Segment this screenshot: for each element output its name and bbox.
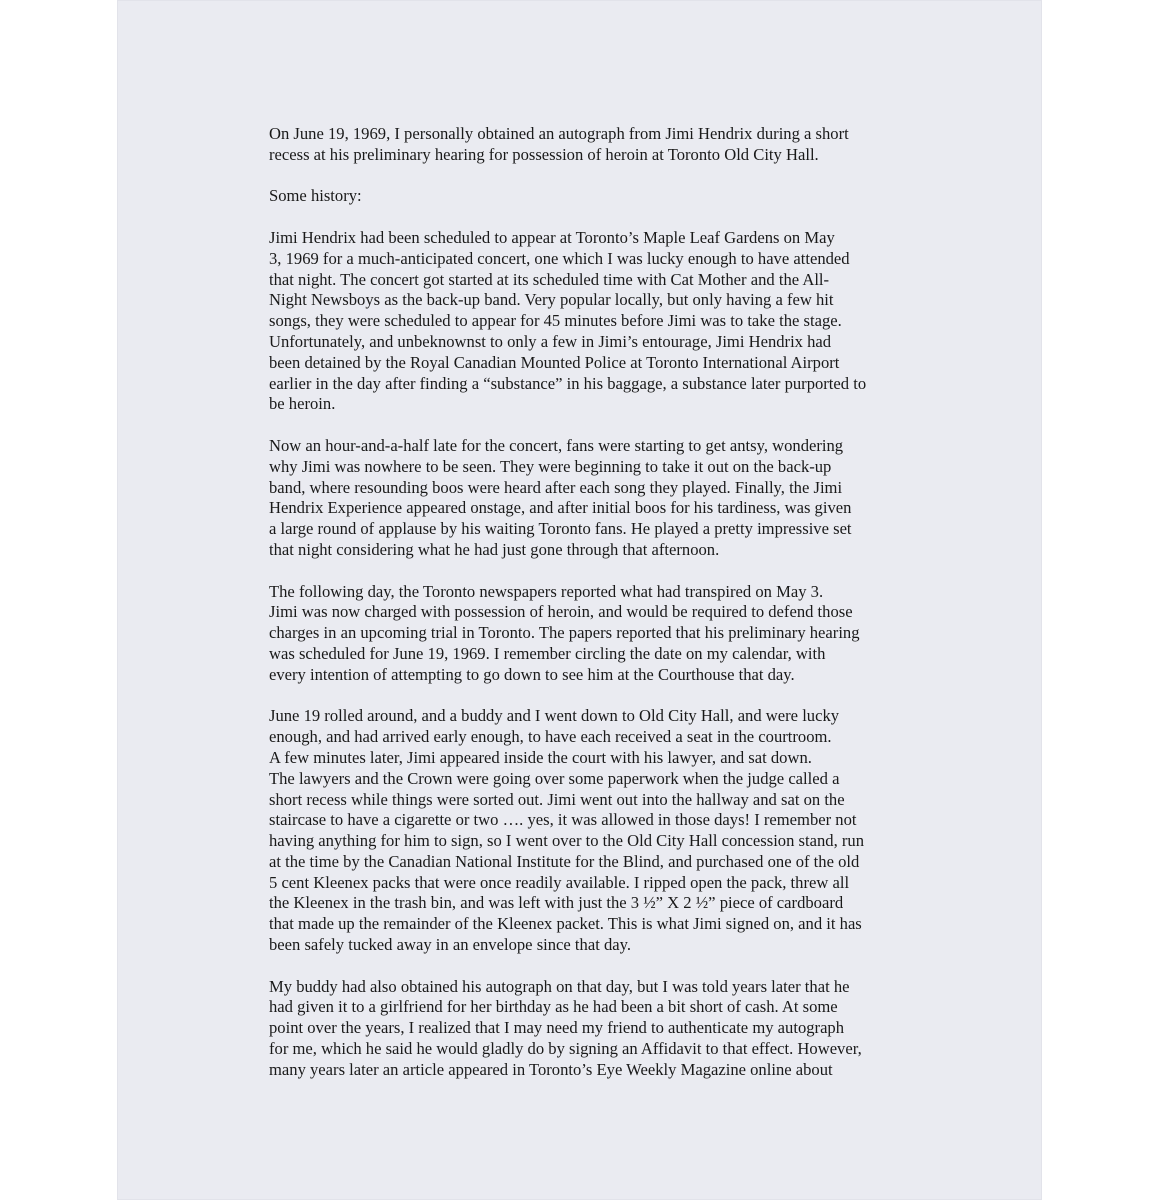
text-line: charges in an upcoming trial in Toronto. The papers reported that his preliminary hearing xyxy=(269,623,860,643)
text-line: Jimi was now charged with possession of heroin, and would be required to defend those xyxy=(269,602,853,622)
text-line: was scheduled for June 19, 1969. I remember circling the date on my calendar, with xyxy=(269,643,826,663)
text-line: A few minutes later, Jimi appeared inside the court with his lawyer, and sat down. xyxy=(269,747,812,767)
text-line: been detained by the Royal Canadian Mounted Police at Toronto International Airport xyxy=(269,352,840,372)
text-line: Hendrix Experience appeared onstage, and after initial boos for his tardiness, was given xyxy=(269,498,852,518)
text-line: for me, which he said he would gladly do by signing an Affidavit to that effect. However, xyxy=(269,1039,862,1059)
paragraph-late-arrival xyxy=(269,436,919,561)
text-line: that night considering what he had just gone through that afternoon. xyxy=(269,539,720,559)
paragraph-newspapers xyxy=(269,582,919,686)
text-line: Unfortunately, and unbeknownst to only a few in Jimi’s entourage, Jimi Hendrix had xyxy=(269,331,832,351)
letter-body xyxy=(269,124,919,1101)
text-line: that night. The concert got started at its scheduled time with Cat Mother and the All- xyxy=(269,269,830,289)
text-line: Some history: xyxy=(269,186,362,206)
text-line: enough, and had arrived early enough, to have each received a seat in the courtroom. xyxy=(269,727,832,747)
text-line: recess at his preliminary hearing for possession of heroin at Toronto Old City Hall. xyxy=(269,144,819,164)
text-line: Now an hour-and-a-half late for the concert, fans were starting to get antsy, wondering xyxy=(269,435,844,455)
text-line: The following day, the Toronto newspapers reported what had transpired on May 3. xyxy=(269,581,824,601)
text-line: staircase to have a cigarette or two …. yes, it was allowed in those days! I remember not xyxy=(269,810,857,830)
text-line: Night Newsboys as the back-up band. Very popular locally, but only having a few hit xyxy=(269,290,834,310)
text-line: My buddy had also obtained his autograph on that day, but I was told years later that he xyxy=(269,976,850,996)
text-line: at the time by the Canadian National Institute for the Blind, and purchased one of the old xyxy=(269,851,860,871)
text-line: that made up the remainder of the Kleenex packet. This is what Jimi signed on, and it has xyxy=(269,914,862,934)
text-line: 3, 1969 for a much-anticipated concert, one which I was lucky enough to have attended xyxy=(269,248,850,268)
text-line: short recess while things were sorted out. Jimi went out into the hallway and sat on the xyxy=(269,789,845,809)
paragraph-intro xyxy=(269,124,919,166)
text-line: a large round of applause by his waiting Toronto fans. He played a pretty impressive set xyxy=(269,519,852,539)
paragraph-buddy xyxy=(269,977,919,1081)
text-line: many years later an article appeared in Toronto’s Eye Weekly Magazine online about xyxy=(269,1059,833,1079)
letter-page xyxy=(117,0,1042,1200)
text-line: why Jimi was nowhere to be seen. They were beginning to take it out on the back-up xyxy=(269,456,832,476)
text-line: every intention of attempting to go down to see him at the Courthouse that day. xyxy=(269,664,795,684)
text-line: On June 19, 1969, I personally obtained an autograph from Jimi Hendrix during a short xyxy=(269,124,849,143)
text-line: Jimi Hendrix had been scheduled to appear at Toronto’s Maple Leaf Gardens on May xyxy=(269,227,835,247)
text-line: be heroin. xyxy=(269,394,336,414)
text-line: band, where resounding boos were heard after each song they played. Finally, the Jimi xyxy=(269,477,843,497)
text-line: point over the years, I realized that I may need my friend to authenticate my autograph xyxy=(269,1018,845,1038)
paragraph-some-history xyxy=(269,186,919,207)
text-line: earlier in the day after finding a “substance” in his baggage, a substance later purported to xyxy=(269,373,867,393)
text-line: having anything for him to sign, so I went over to the Old City Hall concession stand, run xyxy=(269,831,864,851)
paragraph-courthouse xyxy=(269,706,919,956)
text-line: had given it to a girlfriend for her birthday as he had been a bit short of cash. At some xyxy=(269,997,838,1017)
text-line: been safely tucked away in an envelope since that day. xyxy=(269,935,631,955)
paragraph-concert xyxy=(269,228,919,415)
text-line: June 19 rolled around, and a buddy and I went down to Old City Hall, and were lucky xyxy=(269,706,840,726)
text-line: 5 cent Kleenex packs that were once readily available. I ripped open the pack, threw all xyxy=(269,872,850,892)
text-line: the Kleenex in the trash bin, and was left with just the 3 ½” X 2 ½” piece of cardboard xyxy=(269,893,844,913)
text-line: The lawyers and the Crown were going over some paperwork when the judge called a xyxy=(269,768,840,788)
text-line: songs, they were scheduled to appear for 45 minutes before Jimi was to take the stage. xyxy=(269,311,842,331)
